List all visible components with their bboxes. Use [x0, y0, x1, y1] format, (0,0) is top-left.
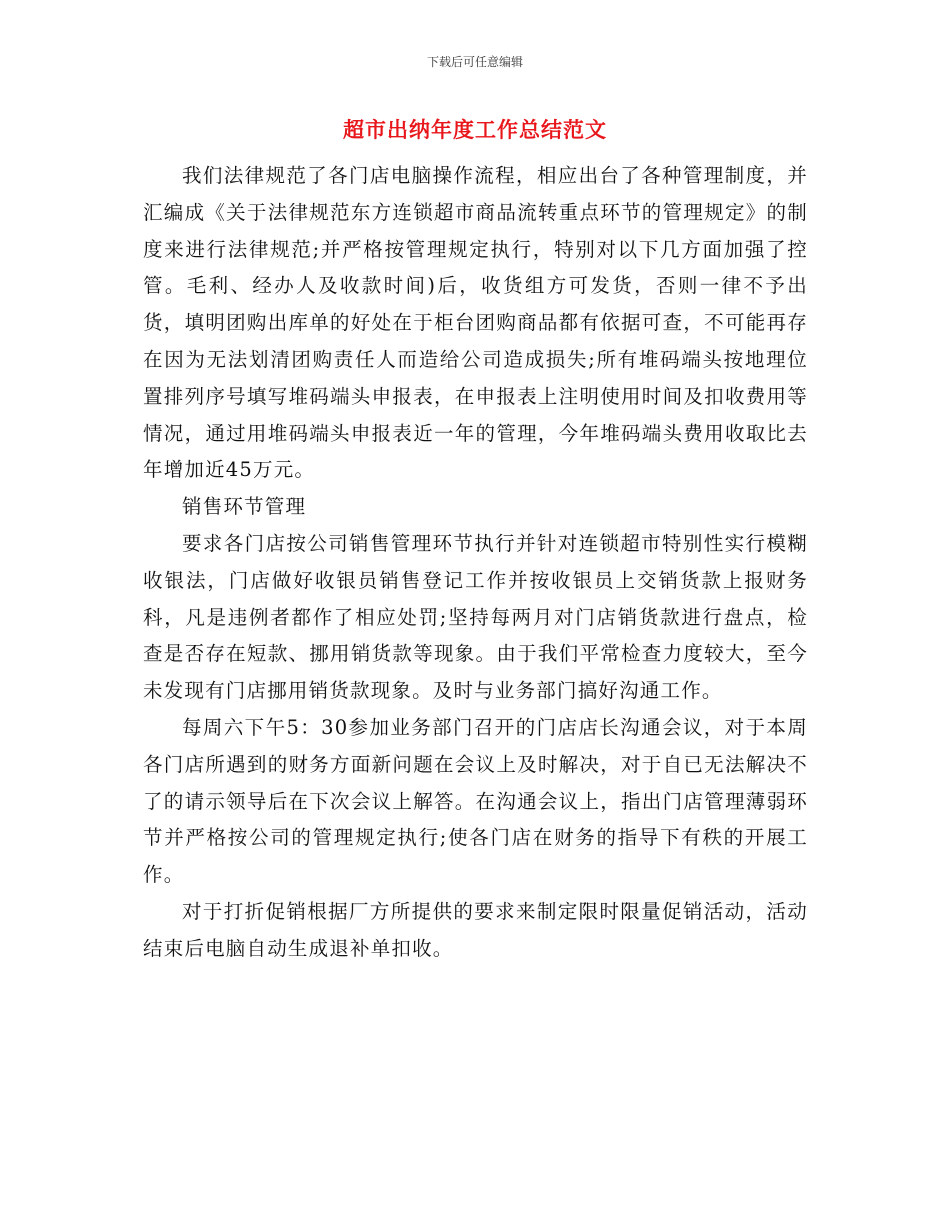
paragraph-weekly-meeting: 每周六下午5：30参加业务部门召开的门店店长沟通会议，对于本周各门店所遇到的财务方面新问题在会议上及时解决，对于自已无法解决不了的请示领导后在下次会议上解答。在沟通会议上，指出门店管理薄弱环节并严格按公司的管理规定执行;使各门店在财务的指导下有秩的开展工作。 — [143, 715, 808, 887]
document-title: 超市出纳年度工作总结范文 — [343, 117, 607, 142]
paragraph-promotion: 对于打折促销根据厂方所提供的要求来制定限时限量促销活动，活动结束后电脑自动生成退补单扣收。 — [143, 899, 808, 960]
section-heading-sales: 销售环节管理 — [182, 495, 307, 519]
document-body — [143, 158, 808, 968]
page-header: 下载后可任意编辑 — [426, 55, 523, 69]
paragraph-legal-standardization: 我们法律规范了各门店电脑操作流程，相应出台了各种管理制度，并汇编成《关于法律规范东方连锁超市商品流转重点环节的管理规定》的制度来进行法律规范;并严格按管理规定执行，特别对以下几方面加强了控管。毛利、经办人及收款时间)后，收货组方可发货，否则一律不予出货，填明团购出库单的好处在于柜台团购商品都有依据可查，不可能再存在因为无法划清团购责任人而造给公司造成损失;所有堆码端头按地理位置排列序号填写堆码端头申报表，在申报表上注明使用时间及扣收费用等情况，通过用堆码端头申报表近一年的管理，今年堆码端头费用收取比去年增加近45万元。 — [143, 164, 808, 482]
paragraph-sales-management: 要求各门店按公司销售管理环节执行并针对连锁超市特别性实行模糊收银法，门店做好收银员销售登记工作并按收银员上交销货款上报财务科，凡是违例者都作了相应处罚;坚持每两月对门店销货款进行盘点，检查是否存在短款、挪用销货款等现象。由于我们平常检查力度较大，至今未发现有门店挪用销货款现象。及时与业务部门搞好沟通工作。 — [143, 531, 808, 703]
